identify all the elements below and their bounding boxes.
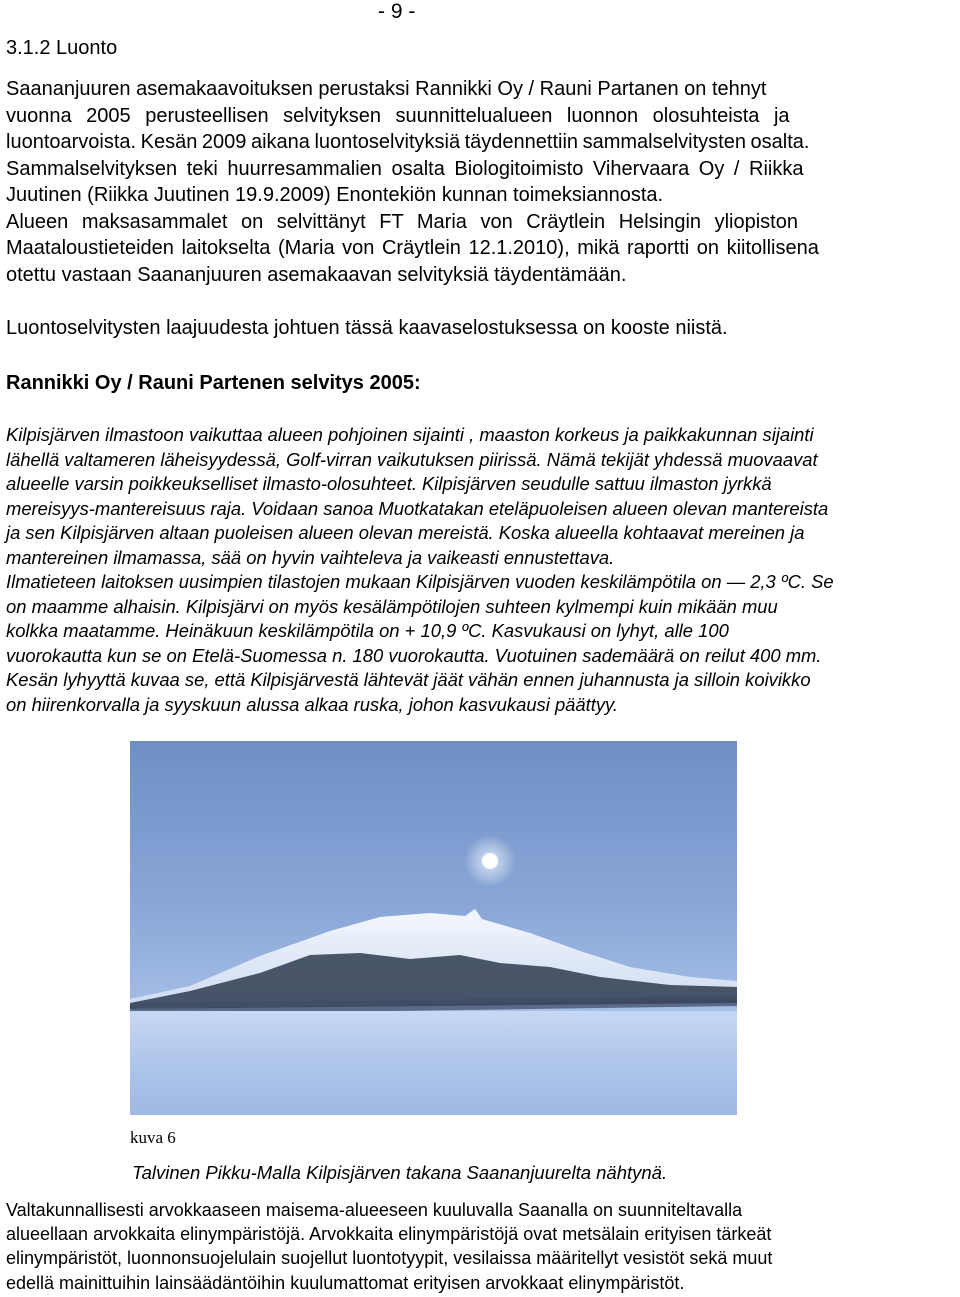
climate-line: on maamme alhaisin. Kilpisjärvi on myös kesälämpötilojen suhteen kylmempi kuin mikään muu (6, 595, 778, 617)
intro-line: Alueen maksasammalet on selvittänyt FT Maria von Cräytlein Helsingin yliopiston (6, 210, 798, 233)
winter-landscape-photo (130, 741, 737, 1115)
closing-paragraph (6, 1198, 960, 1295)
closing-line: alueellaan arvokkaita elinympäristöjä. Arvokkaita elinympäristöjä ovat metsälain erityisen tärkeät (6, 1224, 772, 1245)
intro-line: Maataloustieteiden laitokselta (Maria von Cräytlein 12.1.2010), mikä raportti on kiitollisena (6, 237, 819, 259)
figure-label: kuva 6 (130, 1128, 176, 1147)
climate-line: alueelle varsin poikkeukselliset ilmasto-olosuhteet. Kilpisjärven seudulle sattuu ilmaston jyrkkä (6, 473, 772, 494)
climate-line: kolkka maatamme. Heinäkuun keskilämpötila on + 10,9 ºC. Kasvukausi on lyhyt, alle 100 (6, 620, 729, 641)
subheading: Rannikki Oy / Rauni Partenen selvitys 2005: (6, 372, 421, 394)
intro-paragraph (6, 76, 960, 288)
climate-line: lähellä valtameren läheisyydessä, Golf-virran vaikutuksen piirissä. Nämä tekijät yhdessä muovaavat (6, 448, 818, 470)
climate-line: Kesän lyhyyttä kuvaa se, että Kilpisjärvestä lähtevät jäät vähän ennen juhannusta ja silloin koivikko (6, 669, 811, 690)
climate-line: Kilpisjärven ilmastoon vaikuttaa alueen pohjoinen sijainti , maaston korkeus ja paikkakunnan sijainti (6, 424, 814, 445)
intro-line: Sammalselvityksen teki huurresammalien osalta Biologitoimisto Vihervaara Oy / Riikka (6, 157, 804, 180)
climate-line: on hiirenkorvalla ja syyskuun alussa alkaa ruska, johon kasvukausi päättyy. (6, 693, 618, 715)
moon (482, 853, 498, 869)
climate-paragraph (6, 423, 960, 717)
intro-line: otettu vastaan Saananjuuren asemakaavan selvityksiä täydentämään. (6, 263, 627, 286)
intro-line: Saananjuuren asemakaavoituksen perustaksi Rannikki Oy / Rauni Partanen on tehnyt (6, 78, 767, 100)
climate-line: vuorokautta kun se on Etelä-Suomessa n. 180 vuorokautta. Vuotuinen sademäärä on reilut 400 mm. (6, 644, 822, 666)
closing-line: edellä mainittuihin lainsäädäntöihin kuulumattomat erityisen arvokkaat elinympäristöt. (6, 1272, 685, 1293)
summary-sentence: Luontoselvitysten laajuudesta johtuen tässä kaavaselostuksessa on kooste niistä. (6, 317, 728, 339)
section-heading: 3.1.2 Luonto (6, 37, 118, 59)
intro-line: Juutinen (Riikka Juutinen 19.9.2009) Enontekiön kunnan toimeksiannosta. (6, 184, 664, 206)
climate-line: ja sen Kilpisjärven altaan puoleisen alueen olevan mereistä. Koska alueella kohtaavat mereinen ja (6, 522, 805, 543)
frozen-lake (130, 1011, 737, 1115)
closing-line: elinympäristöt, luonnonsuojelulain suojellut luontotyypit, vesilaissa määritellyt vesistöt sekä muut (6, 1248, 773, 1269)
climate-line: mantereinen ilmamassa, sää on hyvin vaihteleva ja vaikeasti ennustettava. (6, 546, 615, 568)
figure-caption: Talvinen Pikku-Malla Kilpisjärven takana Saananjuurelta nähtynä. (132, 1162, 668, 1183)
intro-line: vuonna 2005 perusteellisen selvityksen suunnittelualueen luonnon olosuhteista ja (6, 104, 790, 127)
closing-line: Valtakunnallisesti arvokkaaseen maisema-alueeseen kuuluvalla Saanalla on suunniteltavalla (6, 1200, 743, 1220)
climate-line: mereisyys-mantereisuus raja. Voidaan sanoa Muotkatakan eteläpuoleisen alueen olevan mantereista (6, 497, 829, 519)
intro-line: luontoarvoista. Kesän 2009 aikana luontoselvityksiä täydennettiin sammalselvitysten osalta. (6, 131, 810, 153)
climate-line: Ilmatieteen laitoksen uusimpien tilastojen mukaan Kilpisjärven vuoden keskilämpötila on — 2,3 ºC. Se (6, 571, 834, 592)
page-number: - 9 - (378, 0, 416, 23)
